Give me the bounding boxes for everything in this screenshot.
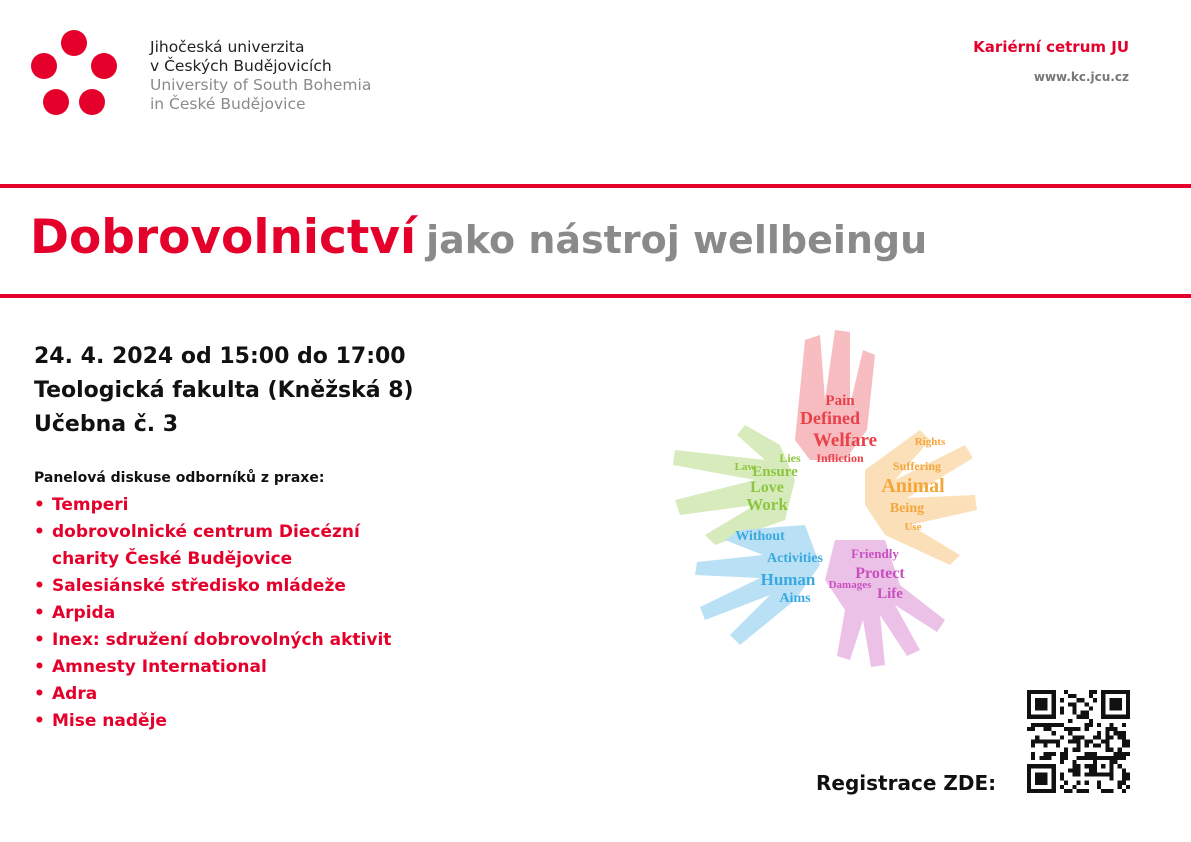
qr-module [1105,735,1109,739]
qr-module [1060,735,1064,739]
qr-module [1076,781,1080,785]
qr-module [1064,748,1068,752]
list-item: • Inex: sdružení dobrovolných aktivit [34,627,412,654]
qr-module [1039,723,1043,727]
qr-module [1043,756,1047,760]
qr-module [1122,781,1126,785]
qr-module [1043,752,1047,756]
qr-module [1118,748,1122,752]
qr-module [1035,698,1047,710]
qr-module [1118,752,1122,756]
qr-module [1076,768,1080,772]
qr-module [1056,739,1060,743]
panel-heading: Panelová diskuse odborníků z praxe: [34,470,325,486]
qr-module [1089,752,1093,756]
qr-module [1060,752,1064,756]
qr-module [1118,735,1122,739]
qr-module [1089,719,1093,723]
qr-module [1035,739,1039,743]
qr-module [1072,735,1076,739]
qr-module [1031,727,1035,731]
qr-module [1105,744,1109,748]
qr-module [1068,694,1072,698]
career-center-url[interactable]: www.kc.jcu.cz [1033,70,1129,84]
qr-module [1122,789,1126,793]
qr-module [1060,756,1064,760]
list-item: • Mise naděje [34,708,412,735]
qr-module [1126,752,1130,756]
qr-module [1089,772,1093,776]
qr-module [1064,756,1068,760]
qr-module [1027,727,1031,731]
wc-word: Friendly [851,546,899,561]
university-name [150,38,371,114]
list-item: • Temperi [34,492,412,519]
qr-module [1089,739,1093,743]
qr-module [1072,706,1076,710]
qr-module [1118,781,1122,785]
list-item: • Adra [34,681,412,708]
qr-module [1081,756,1085,760]
event-place: Teologická fakulta (Kněžská 8) [34,378,414,403]
qr-module [1105,727,1109,731]
qr-module [1109,789,1113,793]
qr-module [1035,723,1039,727]
qr-module [1085,756,1089,760]
qr-module [1109,727,1113,731]
qr-module [1122,772,1126,776]
qr-module [1043,723,1047,727]
qr-module [1118,756,1122,760]
page-title [30,210,927,265]
qr-module [1097,744,1101,748]
qr-module [1097,735,1101,739]
qr-module [1076,764,1080,768]
qr-module [1076,698,1080,702]
qr-module [1085,772,1089,776]
qr-module [1060,698,1064,702]
qr-module [1085,789,1089,793]
qr-module [1097,731,1101,735]
qr-module [1118,764,1122,768]
qr-module [1039,739,1043,743]
qr-module [1068,739,1072,743]
qr-module [1072,702,1076,706]
list-item: • Salesiánské středisko mládeže [34,573,412,600]
qr-module [1122,752,1126,756]
qr-module [1072,748,1076,752]
qr-module [1068,727,1072,731]
qr-module [1126,744,1130,748]
qr-module [1093,690,1097,694]
qr-module [1064,789,1068,793]
qr-module [1105,731,1109,735]
qr-module [1114,756,1118,760]
qr-module [1072,768,1076,772]
qr-module [1076,744,1080,748]
qr-module [1060,711,1064,715]
qr-module [1076,735,1080,739]
qr-module [1101,764,1105,768]
career-center-block [973,38,1129,84]
qr-module [1109,723,1113,727]
qr-module [1076,772,1080,776]
qr-module [1031,752,1035,756]
wc-word: Being [889,501,925,516]
qr-module [1101,739,1105,743]
qr-module [1052,731,1056,735]
wc-word: Activities [767,551,823,566]
qr-module [1122,756,1126,760]
qr-module [1035,735,1039,739]
qr-module [1089,690,1093,694]
qr-module [1072,785,1076,789]
wc-word: Defined [800,408,860,428]
top-divider [0,184,1191,188]
qr-module [1101,789,1105,793]
qr-module [1072,694,1076,698]
qr-module [1072,760,1076,764]
qr-module [1076,739,1080,743]
qr-module [1043,744,1047,748]
university-name-en-1: University of South Bohemia [150,76,372,94]
qr-module [1109,698,1121,710]
qr-module [1031,739,1035,743]
qr-module [1085,739,1089,743]
wc-word: Infliction [816,451,864,465]
qr-module [1122,777,1126,781]
qr-module [1043,727,1047,731]
qr-module [1114,731,1118,735]
qr-module [1048,739,1052,743]
qr-module [1048,727,1052,731]
qr-module [1122,744,1126,748]
qr-module [1126,785,1130,789]
qr-module [1109,777,1113,781]
wc-word: Protect [855,565,905,582]
qr-module [1114,752,1118,756]
qr-module [1126,777,1130,781]
qr-module [1122,739,1126,743]
qr-module [1064,781,1068,785]
qr-module [1081,735,1085,739]
wc-word: Love [750,479,784,496]
qr-module [1109,735,1113,739]
university-name-cz-1: Jihočeská univerzita [150,38,305,56]
qr-module [1122,731,1126,735]
qr-module [1052,752,1056,756]
qr-module [1122,735,1126,739]
qr-module [1122,723,1126,727]
qr-module [1126,739,1130,743]
event-info [34,340,414,442]
wc-word: Life [877,586,903,602]
registration-qr-code[interactable] [1027,690,1130,793]
qr-module [1114,727,1118,731]
qr-module [1052,723,1056,727]
organization-list [34,492,412,735]
qr-module [1064,752,1068,756]
qr-module [1081,711,1085,715]
list-item: • Amnesty International [34,654,412,681]
qr-module [1060,706,1064,710]
qr-module [1093,752,1097,756]
qr-module [1093,698,1097,702]
hands-wordcloud-image [645,320,995,670]
wc-word: Ensure [752,464,798,480]
wc-word: Aims [779,591,811,606]
qr-module [1089,694,1093,698]
wc-word: Human [760,570,816,589]
qr-module [1076,748,1080,752]
qr-module [1064,727,1068,731]
wc-word: Welfare [812,430,878,451]
event-room: Učebna č. 3 [34,412,179,437]
qr-module [1068,702,1072,706]
university-logo [30,30,118,118]
qr-module [1031,756,1035,760]
wc-word: Animal [881,475,945,497]
qr-module [1060,760,1064,764]
qr-module [1105,739,1109,743]
qr-module [1105,748,1109,752]
qr-module [1048,756,1052,760]
wc-word: Work [746,495,788,514]
qr-module [1089,706,1093,710]
qr-module [1081,698,1085,702]
qr-module [1056,723,1060,727]
wc-word: Damages [828,579,872,591]
wc-word: Rights [914,436,946,448]
qr-module [1060,772,1064,776]
qr-module [1126,772,1130,776]
wc-word: Law [734,461,756,473]
qr-module [1089,764,1093,768]
qr-module [1072,711,1076,715]
wc-word: Lies [779,451,801,465]
qr-module [1097,781,1101,785]
university-name-cz-2: v Českých Budějovicích [150,57,332,75]
wc-word: Use [904,521,922,533]
wc-word: Suffering [893,459,941,473]
qr-module [1031,744,1035,748]
qr-module [1089,768,1093,772]
qr-module [1085,702,1089,706]
qr-module [1039,756,1043,760]
qr-module [1068,731,1072,735]
qr-module [1064,690,1068,694]
qr-module [1035,772,1047,784]
qr-module [1068,719,1072,723]
qr-module [1085,764,1089,768]
wc-word: Without [735,529,785,544]
title-main: Dobrovolnictví [30,210,417,265]
qr-module [1097,785,1101,789]
qr-module [1081,715,1085,719]
qr-module [1072,727,1076,731]
qr-module [1060,777,1064,781]
qr-module [1043,739,1047,743]
qr-module [1089,723,1093,727]
qr-module [1072,764,1076,768]
qr-module [1085,744,1089,748]
wc-word: Pain [825,393,855,409]
qr-module [1122,768,1126,772]
qr-module [1068,768,1072,772]
qr-module [1072,772,1076,776]
qr-module [1118,731,1122,735]
qr-module [1076,727,1080,731]
qr-module [1072,739,1076,743]
qr-module [1085,752,1089,756]
qr-module [1089,756,1093,760]
list-item: • Arpida [34,600,412,627]
qr-module [1068,789,1072,793]
bottom-divider [0,294,1191,298]
qr-module [1097,723,1101,727]
career-center-name: Kariérní cetrum JU [973,38,1129,56]
qr-module [1081,789,1085,793]
qr-module [1076,789,1080,793]
qr-module [1085,727,1089,731]
qr-module [1060,785,1064,789]
qr-module [1056,744,1060,748]
qr-module [1114,760,1118,764]
registration-label: Registrace ZDE: [816,771,997,795]
qr-module [1052,739,1056,743]
qr-module [1060,723,1064,727]
qr-module [1076,756,1080,760]
event-datetime: 24. 4. 2024 od 15:00 do 17:00 [34,344,406,369]
qr-module [1031,723,1035,727]
qr-module [1109,748,1113,752]
university-name-en-2: in České Budějovice [150,95,306,113]
qr-module [1085,723,1089,727]
qr-module [1093,735,1097,739]
qr-module [1085,781,1089,785]
list-item: • dobrovolnické centrum Diecézní charity České Budějovice [34,519,412,573]
qr-module [1048,752,1052,756]
qr-module [1085,715,1089,719]
title-subtitle: jako nástroj wellbeingu [426,218,928,262]
qr-module [1085,711,1089,715]
qr-module [1105,789,1109,793]
qr-module [1076,715,1080,719]
qr-module [1118,785,1122,789]
qr-module [1048,723,1052,727]
qr-module [1093,744,1097,748]
